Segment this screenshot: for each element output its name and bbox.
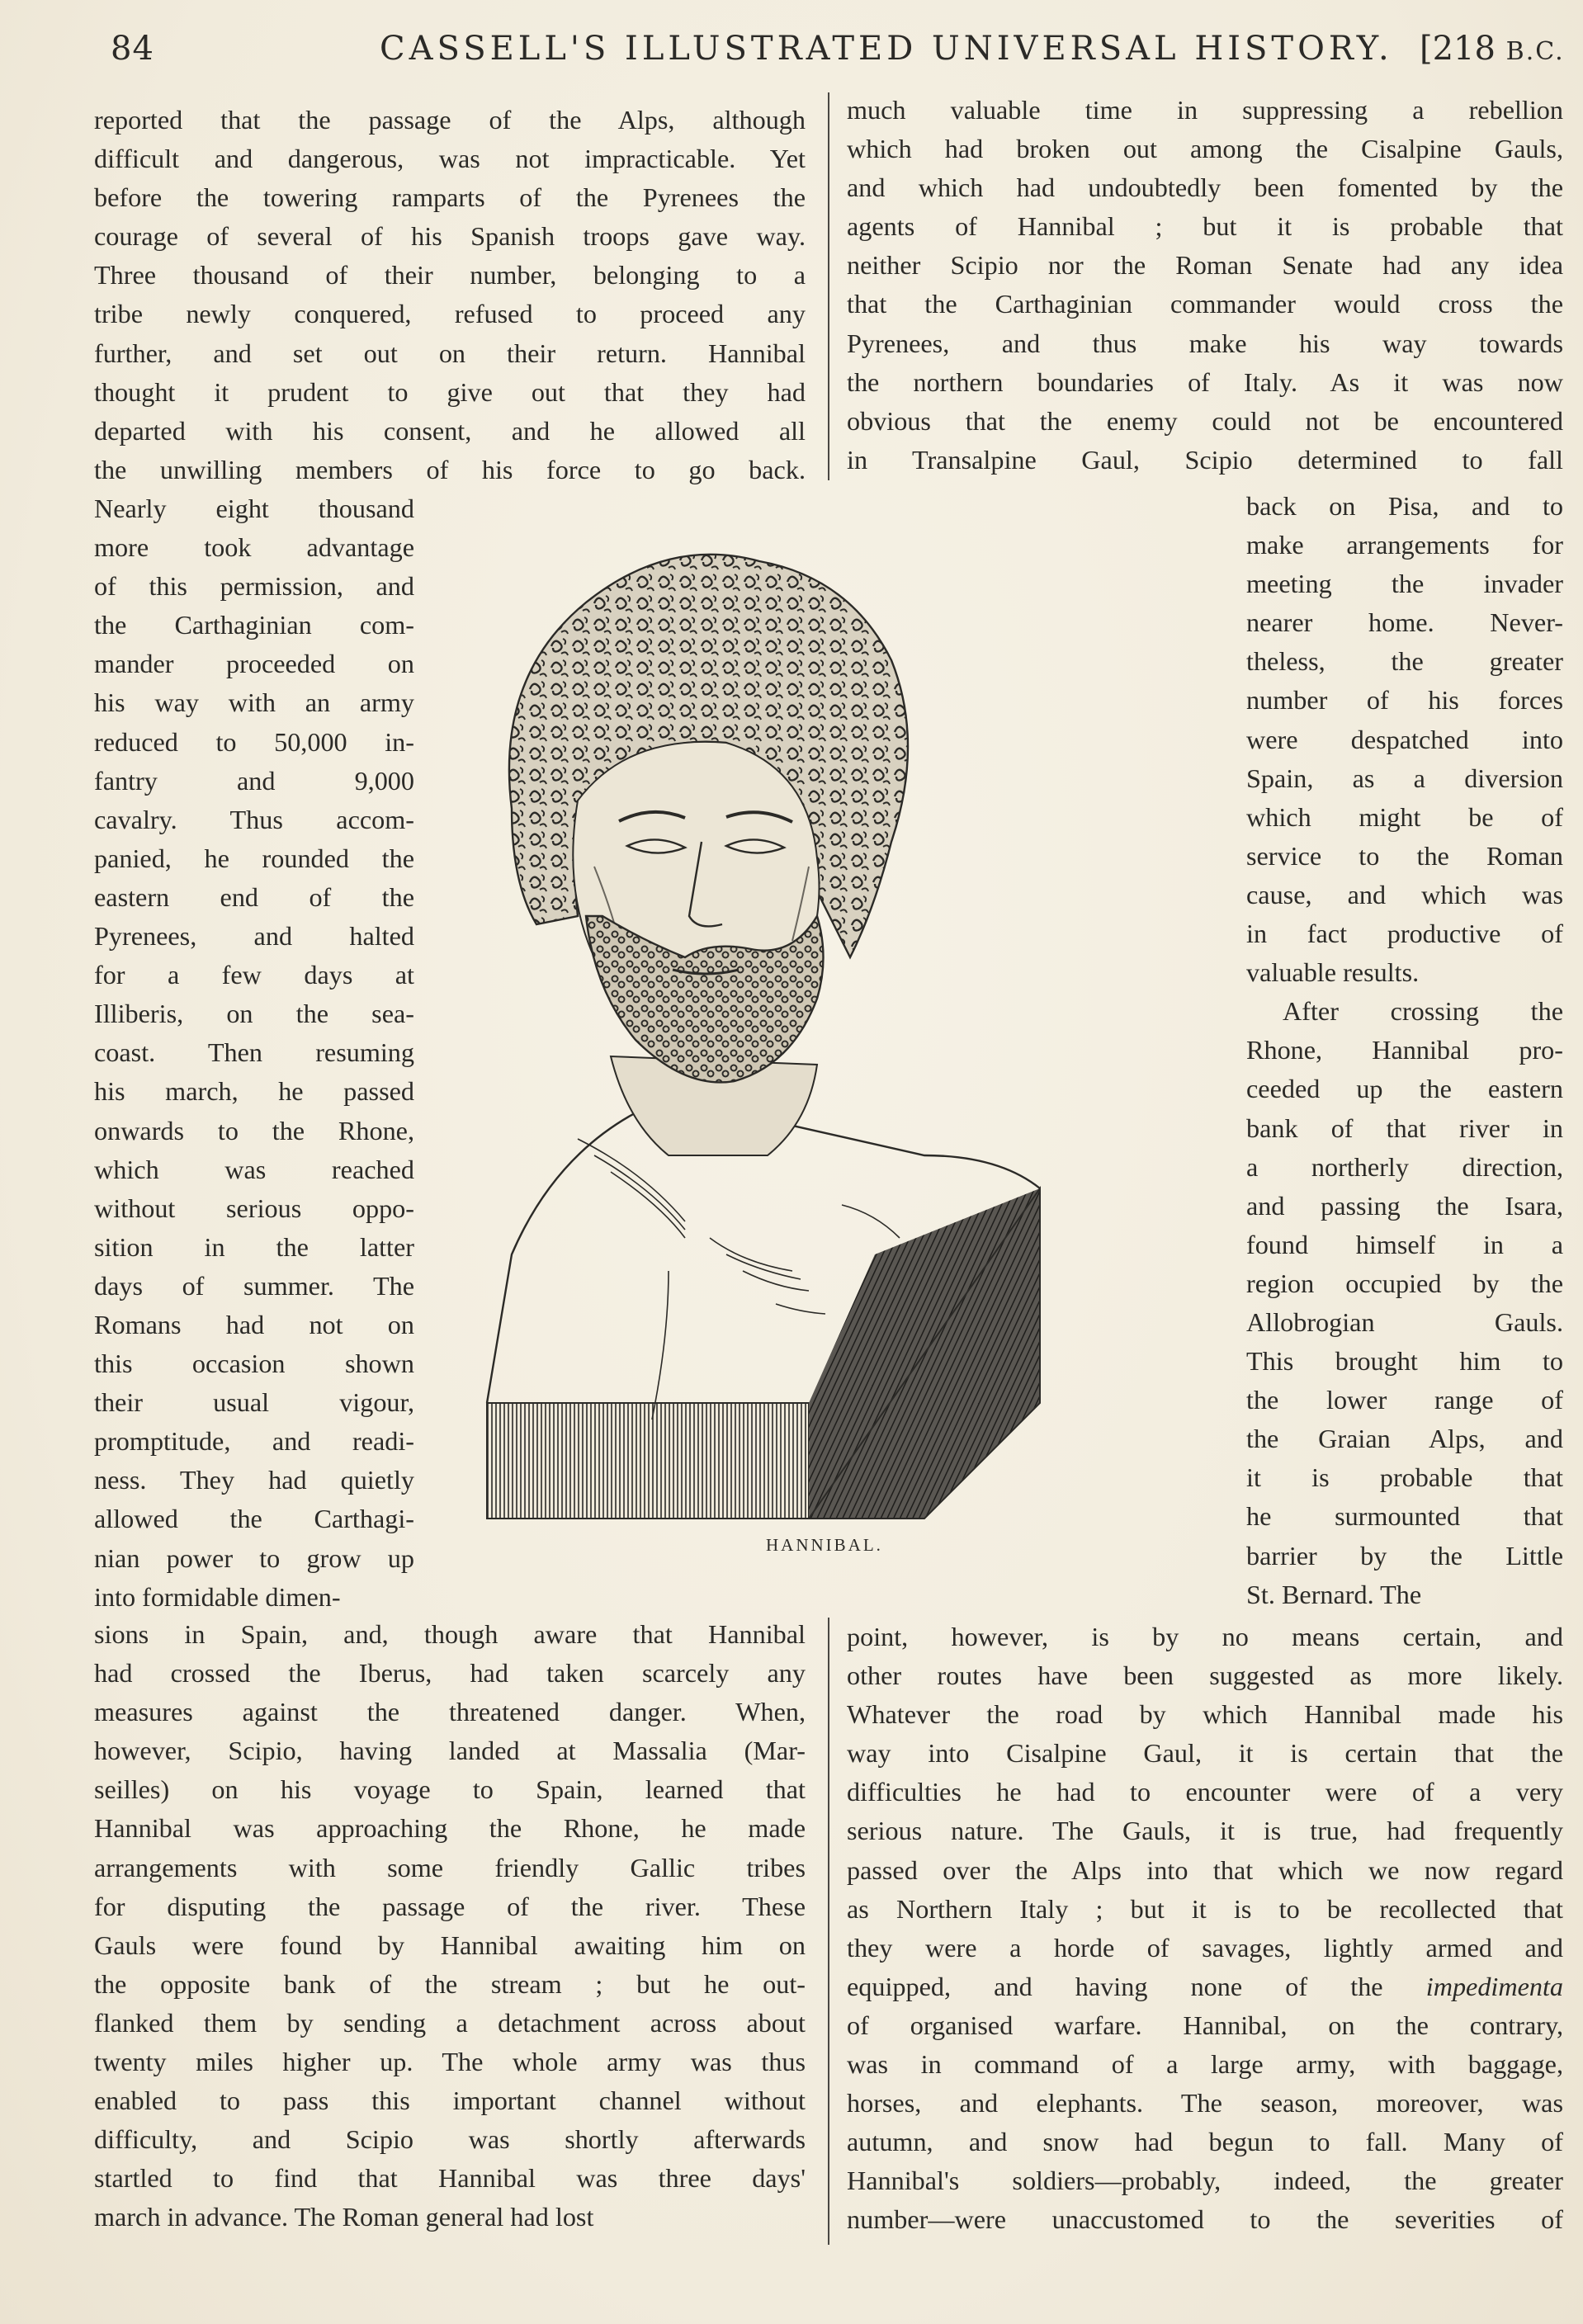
text-line: other routes have been suggested as more likely. xyxy=(847,1660,1563,1691)
text-line: reported that the passage of the Alps, although xyxy=(94,105,806,135)
text-line: seilles) on his voyage to Spain, learned that xyxy=(94,1774,806,1805)
text-line: promptitude, and readi- xyxy=(94,1426,414,1457)
text-line: passed over the Alps into that which we now regard xyxy=(847,1854,1563,1885)
text-line: This brought him to xyxy=(1246,1346,1563,1377)
text-line: serious nature. The Gauls, it is true, had frequently xyxy=(847,1816,1563,1846)
text-line: however, Scipio, having landed at Massalia (Mar- xyxy=(94,1736,806,1766)
text-line: the northern boundaries of Italy. As it was now xyxy=(847,366,1563,397)
text-line: nian power to grow up xyxy=(94,1542,414,1573)
left-column-top xyxy=(94,101,806,489)
text-line: further, and set out on their return. Hannibal xyxy=(94,338,806,368)
italic-term: impedimenta xyxy=(1425,1971,1564,2001)
text-line: measures against the threatened danger. When, xyxy=(94,1697,806,1727)
text-line: in fact productive of xyxy=(1246,919,1563,949)
text-line: service to the Roman xyxy=(1246,840,1563,871)
text-line: of organised warfare. Hannibal, on the contrary, xyxy=(847,2010,1563,2040)
text-line: the Carthaginian com- xyxy=(94,610,414,640)
text-line: point, however, is by no means certain, and xyxy=(847,1622,1563,1651)
text-line: Spain, as a diversion xyxy=(1246,763,1563,793)
text-line: Nearly eight thousand xyxy=(94,494,414,523)
text-line: barrier by the Little xyxy=(1246,1540,1563,1571)
text-line: autumn, and snow had begun to fall. Many of xyxy=(847,2127,1563,2157)
left-column-wrap xyxy=(94,489,414,1617)
right-column-bottom xyxy=(847,1618,1563,2240)
text-line: Pyrenees, and thus make his way towards xyxy=(847,328,1563,358)
text-line: which might be of xyxy=(1246,801,1563,832)
text-line: departed with his consent, and he allowed all xyxy=(94,415,806,446)
text-line: the unwilling members of his force to go back. xyxy=(94,454,806,484)
text-line: reduced to 50,000 in- xyxy=(94,726,414,757)
text-line: it is probable that xyxy=(1246,1462,1563,1493)
hannibal-bust-engraving xyxy=(462,528,1188,1552)
running-date xyxy=(1420,30,1565,68)
text-line: arrangements with some friendly Gallic tribes xyxy=(94,1852,806,1882)
text-line: more took advantage xyxy=(94,532,414,563)
text-line: found himself in a xyxy=(1246,1229,1563,1259)
text-line: Allobrogian Gauls. xyxy=(1246,1306,1563,1337)
text-line: days of summer. The xyxy=(94,1270,414,1301)
text-line: which had broken out among the Cisalpine Gauls, xyxy=(847,134,1563,164)
text-fragment: equipped, and having none of the xyxy=(847,1971,1383,2001)
text-line: fantry and 9,000 xyxy=(94,765,414,796)
text-line: were despatched into xyxy=(1246,724,1563,754)
text-line: meeting the invader xyxy=(1246,569,1563,599)
text-line: this occasion shown xyxy=(94,1349,414,1379)
text-line xyxy=(847,1967,1563,2006)
date-prefix: [218 xyxy=(1420,30,1496,68)
text-line: was in command of a large army, with baggage, xyxy=(847,2049,1563,2080)
text-line: region occupied by the xyxy=(1246,1268,1563,1298)
text-line: difficulties he had to encounter were of a very xyxy=(847,1777,1563,1807)
text-line: for disputing the passage of the river. These xyxy=(94,1891,806,1921)
text-line: onwards to the Rhone, xyxy=(94,1115,414,1145)
text-line: the lower range of xyxy=(1246,1385,1563,1415)
text-line: the opposite bank of the stream ; but he out- xyxy=(94,1968,806,1999)
text-line: valuable results. xyxy=(1246,957,1420,988)
text-line: that the Carthaginian commander would cross the xyxy=(847,289,1563,319)
text-line: agents of Hannibal ; but it is probable that xyxy=(847,211,1563,242)
text-line: Whatever the road by which Hannibal made his xyxy=(847,1699,1563,1730)
text-line: twenty miles higher up. The whole army was thus xyxy=(94,2047,806,2077)
text-line: allowed the Carthagi- xyxy=(94,1504,414,1534)
page-number: 84 xyxy=(111,30,154,68)
text-line: difficulty, and Scipio was shortly afterwards xyxy=(94,2124,806,2155)
text-line: nearer home. Never- xyxy=(1246,607,1563,638)
text-line: make arrangements for xyxy=(1246,530,1563,560)
text-line: enabled to pass this important channel without xyxy=(94,2085,806,2116)
text-line: St. Bernard. The xyxy=(1246,1579,1422,1609)
text-line: cavalry. Thus accom- xyxy=(94,804,414,834)
right-column-wrap xyxy=(1246,487,1563,1614)
text-line: much valuable time in suppressing a rebellion xyxy=(847,95,1563,125)
text-line: startled to find that Hannibal was three days' xyxy=(94,2163,806,2194)
text-line: and passing the Isara, xyxy=(1246,1190,1563,1221)
text-line: of this permission, and xyxy=(94,571,414,602)
column-rule-bottom xyxy=(828,1618,829,2245)
text-line: cause, and which was xyxy=(1246,879,1563,909)
text-line: in Transalpine Gaul, Scipio determined to fall xyxy=(847,444,1563,475)
left-column-bottom xyxy=(94,1615,806,2237)
text-line: mander proceeded on xyxy=(94,649,414,679)
text-line: for a few days at xyxy=(94,960,414,990)
text-line: which was reached xyxy=(94,1154,414,1184)
text-line: difficult and dangerous, was not impracticable. Yet xyxy=(94,144,806,174)
text-line: way into Cisalpine Gaul, it is certain that the xyxy=(847,1738,1563,1769)
text-line: panied, he rounded the xyxy=(94,843,414,873)
text-line: his way with an army xyxy=(94,687,414,718)
text-line: had crossed the Iberus, had taken scarcely any xyxy=(94,1658,806,1689)
column-rule-top xyxy=(828,92,829,480)
text-line: he surmounted that xyxy=(1246,1501,1563,1532)
text-line: Rhone, Hannibal pro- xyxy=(1246,1035,1563,1065)
text-line: neither Scipio nor the Roman Senate had any idea xyxy=(847,250,1563,281)
text-line: as Northern Italy ; but it is to be recollected that xyxy=(847,1893,1563,1924)
text-line: theless, the greater xyxy=(1246,646,1563,677)
text-line: number of his forces xyxy=(1246,685,1563,716)
text-line: Pyrenees, and halted xyxy=(94,921,414,952)
text-line: their usual vigour, xyxy=(94,1387,414,1418)
text-line: Illiberis, on the sea- xyxy=(94,999,414,1029)
figure-caption: HANNIBAL. xyxy=(766,1535,883,1555)
text-line: sition in the latter xyxy=(94,1231,414,1262)
text-line: Three thousand of their number, belonging to a xyxy=(94,260,806,290)
text-line: horses, and elephants. The season, moreover, was xyxy=(847,2088,1563,2119)
text-line: Gauls were found by Hannibal awaiting him on xyxy=(94,1930,806,1960)
text-line: eastern end of the xyxy=(94,881,414,912)
text-line: coast. Then resuming xyxy=(94,1037,414,1068)
text-line: ness. They had quietly xyxy=(94,1465,414,1495)
text-line: bank of that river in xyxy=(1246,1112,1563,1143)
text-line: without serious oppo- xyxy=(94,1193,414,1223)
text-line: the Graian Alps, and xyxy=(1246,1424,1563,1454)
text-line: Hannibal's soldiers—probably, indeed, the greater xyxy=(847,2166,1563,2196)
right-column-top xyxy=(847,91,1563,479)
text-line: his march, he passed xyxy=(94,1076,414,1107)
text-line: sions in Spain, and, though aware that Hannibal xyxy=(94,1619,806,1649)
text-line: ceeded up the eastern xyxy=(1246,1074,1563,1104)
text-line: Romans had not on xyxy=(94,1309,414,1339)
text-line: into formidable dimen- xyxy=(94,1581,341,1612)
running-header xyxy=(0,25,1583,83)
running-title: CASSELL'S ILLUSTRATED UNIVERSAL HISTORY. xyxy=(380,30,1393,68)
text-line: thought it prudent to give out that they had xyxy=(94,376,806,407)
text-line: a northerly direction, xyxy=(1246,1151,1563,1182)
date-era: B.C. xyxy=(1505,37,1565,66)
text-line: tribe newly conquered, refused to proceed any xyxy=(94,299,806,329)
text-line: back on Pisa, and to xyxy=(1246,491,1563,521)
text-line: they were a horde of savages, lightly armed and xyxy=(847,1932,1563,1963)
text-line: march in advance. The Roman general had lost xyxy=(94,2202,594,2232)
text-line: before the towering ramparts of the Pyrenees the xyxy=(94,182,806,213)
text-line: Hannibal was approaching the Rhone, he made xyxy=(94,1813,806,1844)
text-line: courage of several of his Spanish troops gave way. xyxy=(94,221,806,252)
text-line: obvious that the enemy could not be encountered xyxy=(847,405,1563,436)
bust-base xyxy=(487,1098,1040,1552)
text-line: and which had undoubtedly been fomented by the xyxy=(847,172,1563,203)
text-line: flanked them by sending a detachment across about xyxy=(94,2007,806,2038)
text-line: number—were unaccustomed to the severities of xyxy=(847,2204,1563,2235)
text-line: After crossing the xyxy=(1283,996,1563,1027)
